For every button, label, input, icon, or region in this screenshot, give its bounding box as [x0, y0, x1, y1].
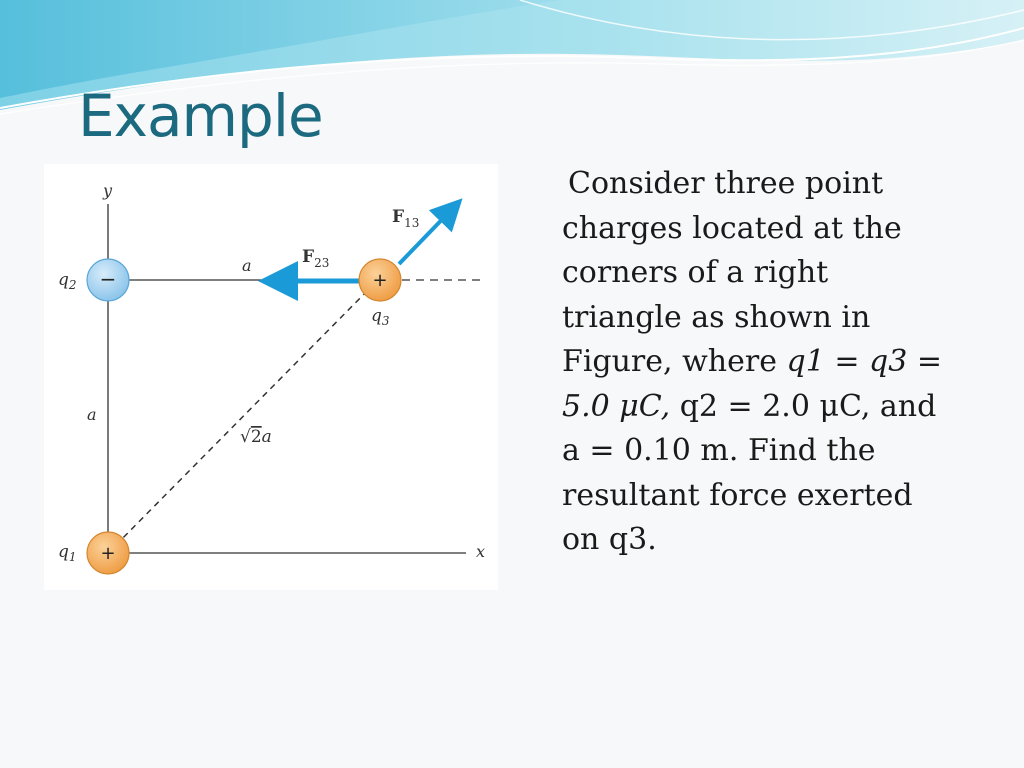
q1-label: $q_1$ [58, 542, 77, 564]
f13-label: $F_{13}$ [392, 207, 420, 230]
problem-part2: q2 = 2.0 μC, and a = 0.10 m. Find the resultant force exerted on q3. [562, 388, 937, 557]
hypotenuse-label: √2a [240, 427, 272, 447]
axis-y-label: y [103, 181, 113, 200]
q2-label: $q_2$ [58, 270, 77, 292]
hypotenuse-line [108, 280, 378, 553]
side-left-label: a [87, 405, 97, 424]
axis-x-label: x [476, 542, 486, 561]
charge-q1-sign: + [100, 543, 116, 564]
problem-text [562, 162, 957, 563]
q3-label: $q_3$ [371, 306, 390, 328]
problem-q-equation: q1 = q3 = [786, 344, 942, 379]
charge-q2-sign: − [99, 267, 117, 291]
side-top-label: a [242, 256, 252, 275]
f23-label: $F_{23}$ [302, 247, 330, 270]
triangle-diagram [44, 164, 498, 590]
f13-arrow [399, 204, 457, 264]
charge-triangle-figure [44, 164, 498, 590]
slide-title: Example [78, 82, 323, 150]
problem-part1: Consider three point charges located at the corners of a right triangle as shown in Figure, where [562, 166, 902, 379]
charge-q3-sign: + [372, 270, 388, 291]
problem-value-1: 5.0 μC, [562, 388, 671, 424]
problem-statement [562, 162, 957, 563]
